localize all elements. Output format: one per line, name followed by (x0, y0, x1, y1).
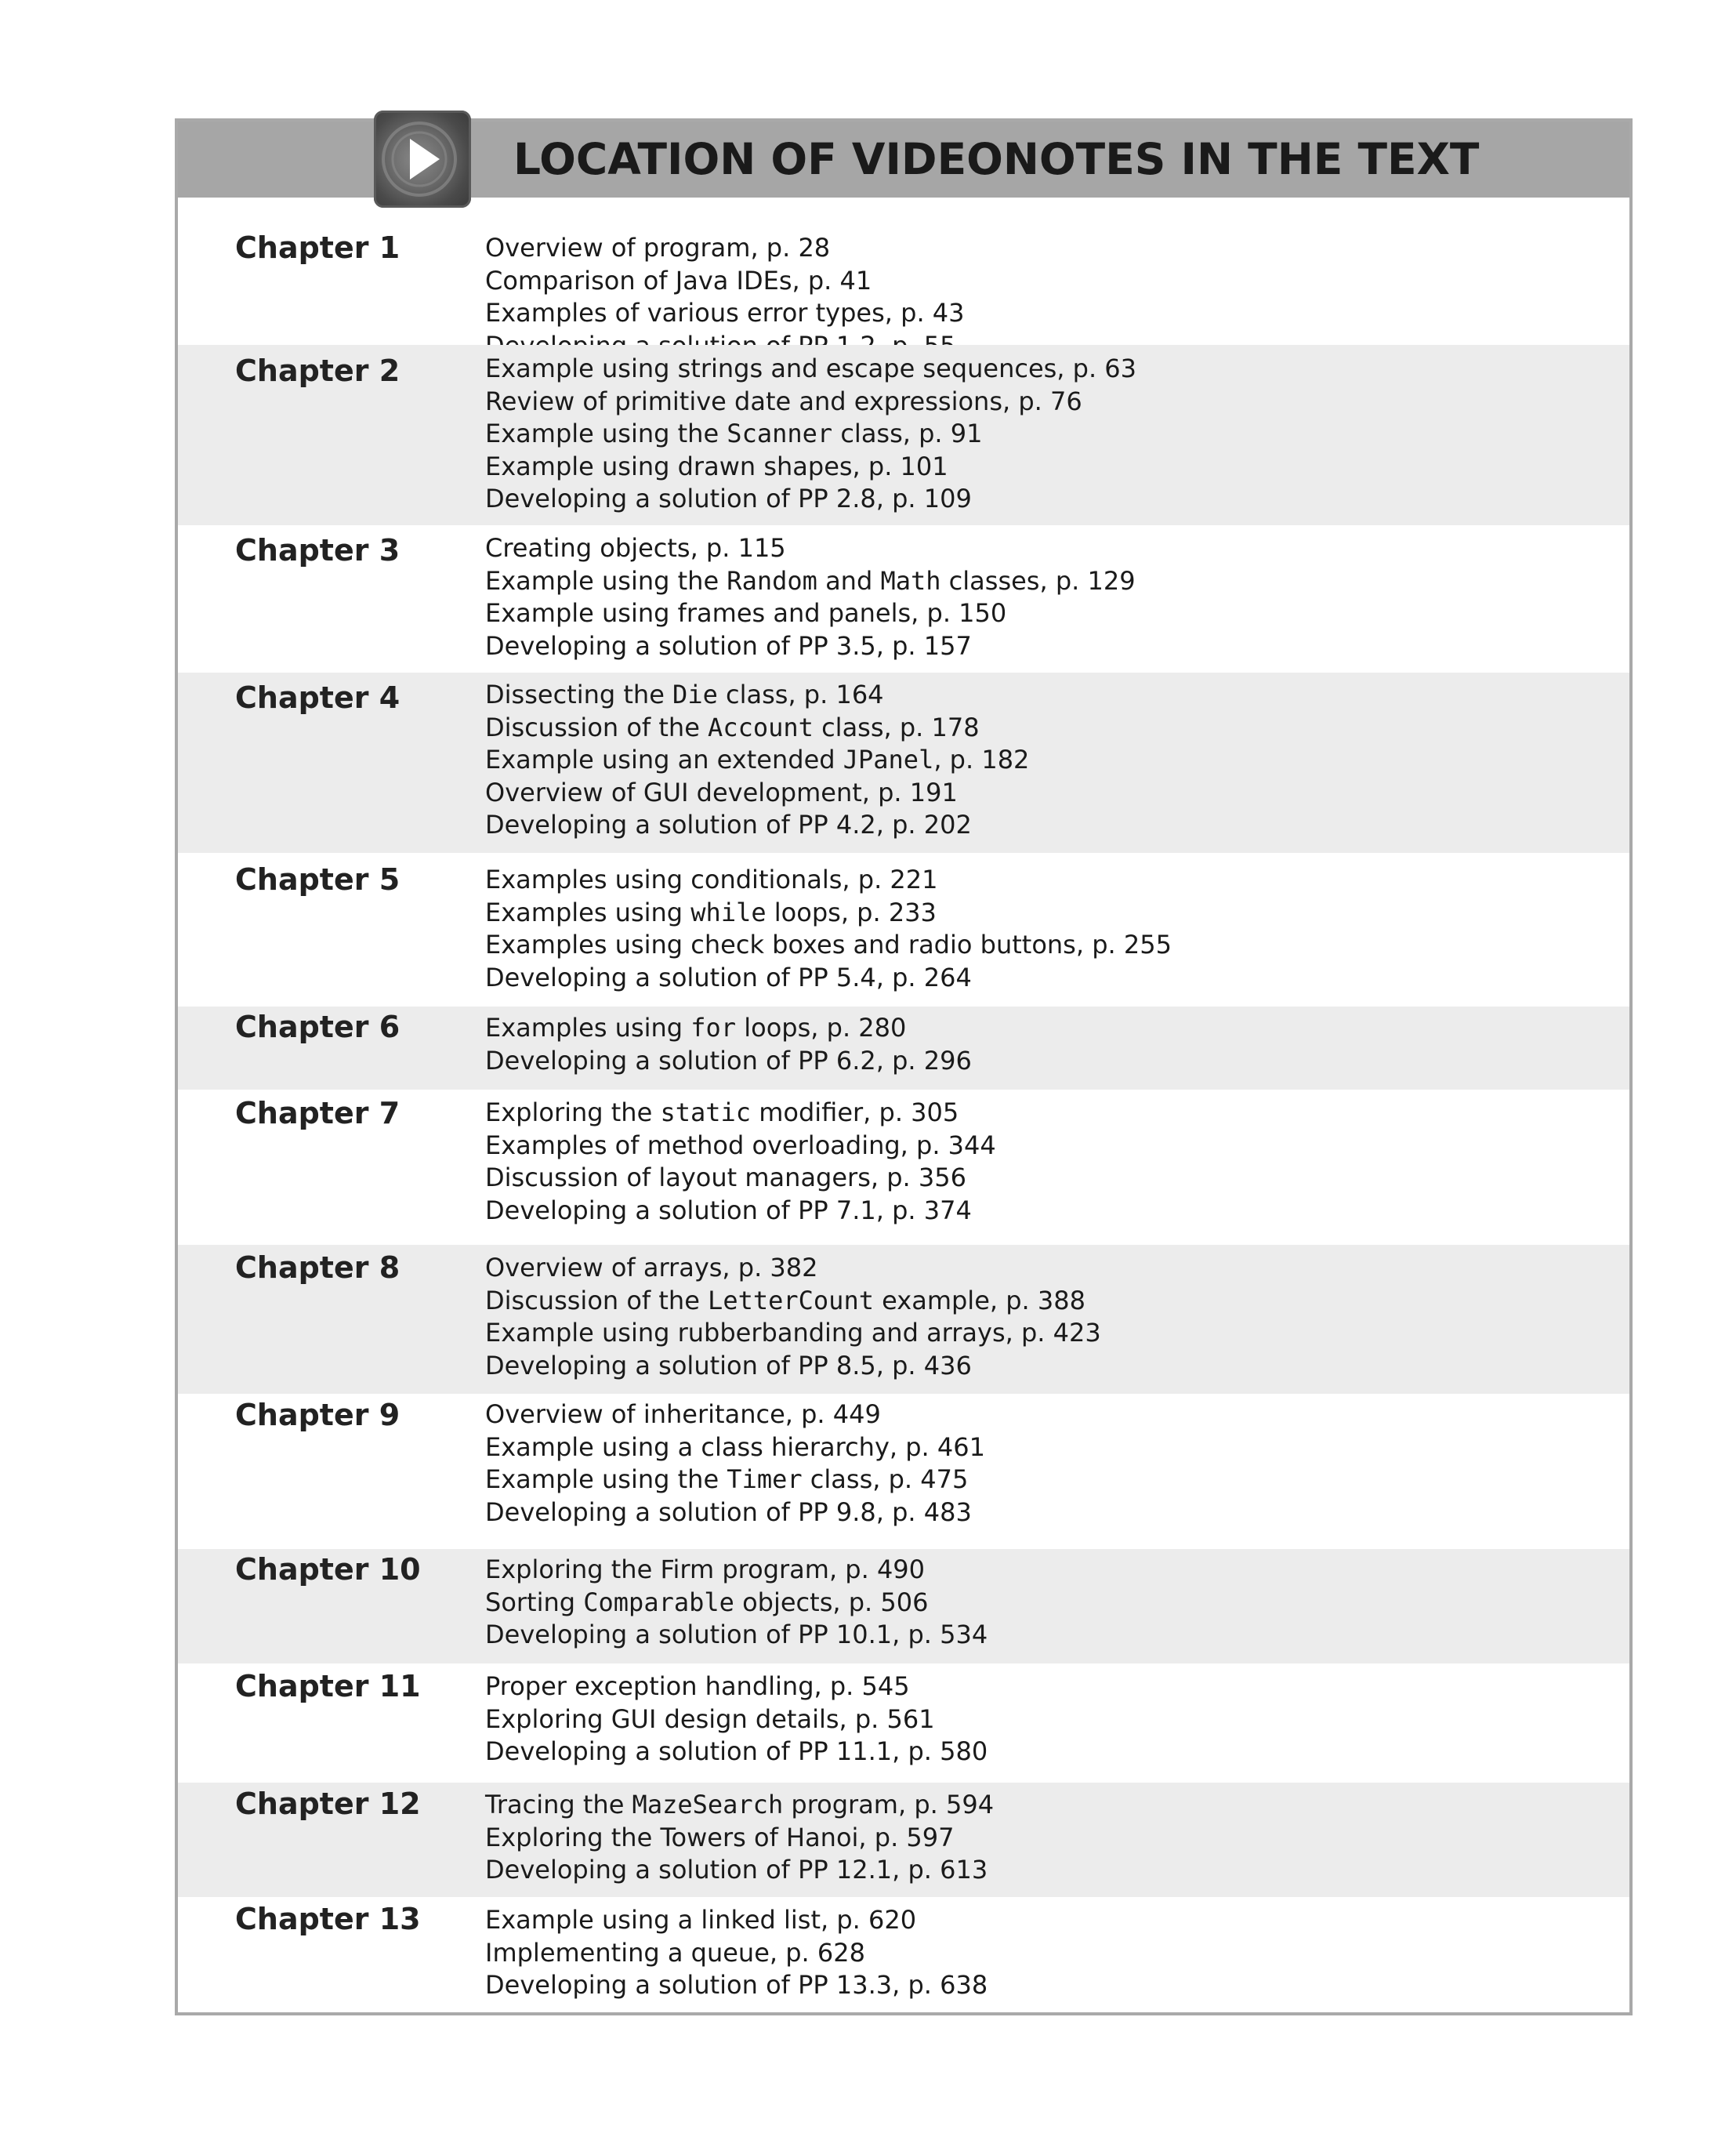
entry-text: Developing a solution of PP 5.4, p. 264 (485, 962, 972, 992)
entry-text: program, p. 594 (783, 1790, 995, 1819)
chapter-label: Chapter 7 (235, 1096, 400, 1130)
entry-text: example, p. 388 (873, 1285, 1085, 1315)
entry-text: Developing a solution of PP 8.5, p. 436 (485, 1350, 972, 1380)
videonote-entry (485, 532, 1136, 565)
code-term: MazeSearch (632, 1790, 784, 1819)
entry-text: Developing a solution of PP 11.1, p. 580 (485, 1736, 988, 1766)
videonote-entry (485, 1285, 1101, 1318)
code-term: for (690, 1013, 737, 1043)
entry-text: Example using the (485, 565, 727, 596)
entry-text: Review of primitive date and expressions, p. 76 (485, 386, 1082, 416)
chapter-label: Chapter 4 (235, 680, 400, 715)
videonote-entry (485, 1012, 972, 1045)
entry-text: Example using drawn shapes, p. 101 (485, 451, 948, 481)
chapter-entries (485, 1012, 972, 1077)
entry-text: Developing a solution of PP 6.2, p. 296 (485, 1045, 972, 1076)
entry-text: Example using an extended (485, 745, 843, 775)
play-icon (374, 111, 471, 208)
entry-text: Example using the (485, 1464, 727, 1494)
entry-text: class, p. 475 (802, 1464, 969, 1494)
code-term: Die (672, 680, 718, 709)
chapter-entries (485, 353, 1136, 516)
videonote-entry (485, 353, 1136, 386)
entry-text: Examples using (485, 897, 691, 927)
entry-text: Example using the (485, 419, 727, 448)
videonote-entry (485, 1195, 996, 1228)
entry-text: Example using a linked list, p. 620 (485, 1905, 917, 1935)
entry-text: Implementing a queue, p. 628 (485, 1937, 865, 1968)
entry-text: Developing a solution of PP 4.2, p. 202 (485, 810, 972, 840)
entry-text: classes, p. 129 (940, 565, 1136, 596)
entry-text: Overview of arrays, p. 382 (485, 1253, 818, 1282)
chapter-label: Chapter 13 (235, 1902, 421, 1936)
chapter-row (178, 525, 1629, 673)
videonote-entry (485, 962, 1172, 995)
code-term: LetterCount (708, 1285, 874, 1315)
code-term: Account (708, 712, 814, 742)
code-term: JPanel (843, 745, 934, 775)
chapter-label: Chapter 12 (235, 1787, 421, 1821)
videonote-entry (485, 809, 1029, 842)
videonote-entry (485, 1789, 994, 1822)
videonote-entry (485, 1162, 996, 1195)
videonote-entry (485, 679, 1029, 712)
videonote-entry (485, 565, 1136, 598)
entry-text: , p. 182 (933, 745, 1030, 775)
code-term: while (690, 897, 767, 927)
entry-text: and (817, 565, 881, 596)
videonote-entry (485, 1554, 988, 1587)
entry-text: Discussion of the (485, 1285, 709, 1315)
chapter-label: Chapter 10 (235, 1552, 421, 1587)
videonote-entry (485, 483, 1136, 516)
page-title: LOCATION OF VIDEONOTES IN THE TEXT (513, 134, 1480, 184)
videonote-entry (485, 1969, 988, 2002)
videonote-entry (485, 1904, 988, 1937)
videonotes-frame (175, 118, 1633, 2015)
videonote-entry (485, 1252, 1101, 1285)
videonote-entry (485, 1097, 996, 1130)
entry-text: class, p. 164 (717, 680, 884, 709)
entry-text: Developing a solution of PP 3.5, p. 157 (485, 630, 972, 661)
videonote-entry (485, 386, 1136, 419)
entry-text: loops, p. 280 (736, 1013, 907, 1043)
code-term: Timer (727, 1464, 803, 1494)
entry-text: Creating objects, p. 115 (485, 533, 786, 563)
videonote-entry (485, 1398, 985, 1431)
entry-text: Examples using check boxes and radio buttons, p. 255 (485, 930, 1172, 960)
code-term: Random (727, 565, 817, 596)
videonote-entry (485, 418, 1136, 451)
videonote-entry (485, 1431, 985, 1464)
videonote-entry (485, 1854, 994, 1887)
videonote-entry (485, 1350, 1101, 1383)
entry-text: Overview of inheritance, p. 449 (485, 1399, 881, 1429)
chapter-entries (485, 1671, 988, 1769)
chapter-entries (485, 1097, 996, 1227)
entry-text: Developing a solution of PP 7.1, p. 374 (485, 1195, 972, 1225)
chapter-entries (485, 1398, 985, 1529)
videonote-entry (485, 630, 1136, 663)
entry-text: Example using rubberbanding and arrays, p. 423 (485, 1318, 1101, 1348)
entry-text: Developing a solution of PP 9.8, p. 483 (485, 1496, 972, 1527)
entry-text: Example using frames and panels, p. 150 (485, 598, 1007, 628)
videonote-entry (485, 1671, 988, 1703)
videonote-entry (485, 265, 965, 298)
chapter-entries (485, 532, 1136, 662)
entry-text: Dissecting the (485, 680, 673, 709)
chapter-entries (485, 864, 1172, 994)
chapter-entries (485, 679, 1029, 842)
videonote-entry (485, 929, 1172, 962)
chapter-row (178, 1897, 1629, 2019)
entry-text: Discussion of layout managers, p. 356 (485, 1163, 966, 1192)
chapter-label: Chapter 1 (235, 230, 400, 265)
entry-text: Discussion of the (485, 712, 709, 742)
chapter-row (178, 853, 1629, 1007)
chapter-entries (485, 1789, 994, 1887)
entry-text: loops, p. 233 (766, 897, 937, 927)
chapter-row (178, 1090, 1629, 1245)
chapter-label: Chapter 2 (235, 354, 400, 388)
entry-text: Overview of program, p. 28 (485, 233, 831, 263)
chapter-entries (485, 1252, 1101, 1382)
chapter-entries (485, 1554, 988, 1652)
chapter-label: Chapter 5 (235, 862, 400, 897)
chapter-entries (485, 1904, 988, 2002)
videonote-entry (485, 1937, 988, 1970)
chapter-row (178, 345, 1629, 525)
entry-text: Exploring the Towers of Hanoi, p. 597 (485, 1822, 955, 1852)
entry-text: Developing a solution of PP 12.1, p. 613 (485, 1855, 988, 1885)
code-term: Scanner (727, 419, 833, 448)
entry-text: Developing a solution of PP 2.8, p. 109 (485, 484, 972, 513)
videonote-entry (485, 1045, 972, 1078)
entry-text: Exploring GUI design details, p. 561 (485, 1703, 935, 1734)
videonote-entry (485, 1496, 985, 1529)
code-term: Comparable (583, 1587, 734, 1617)
entry-text: Developing a solution of PP 10.1, p. 534 (485, 1620, 988, 1649)
chapter-list (178, 198, 1629, 2019)
entry-text: Overview of GUI development, p. 191 (485, 777, 958, 807)
videonote-entry (485, 597, 1136, 630)
entry-text: Example using a class hierarchy, p. 461 (485, 1431, 985, 1462)
videonote-entry (485, 1587, 988, 1620)
videonote-entry (485, 897, 1172, 930)
chapter-label: Chapter 8 (235, 1250, 400, 1285)
chapter-entries (485, 232, 965, 362)
chapter-row (178, 1245, 1629, 1394)
chapter-row (178, 1783, 1629, 1897)
videonote-entry (485, 1130, 996, 1163)
chapter-label: Chapter 9 (235, 1398, 400, 1432)
entry-text: Sorting (485, 1587, 584, 1617)
videonote-entry (485, 864, 1172, 897)
videonote-entry (485, 297, 965, 330)
entry-text: modifier, p. 305 (751, 1097, 959, 1127)
code-term: Math (880, 565, 941, 596)
entry-text: Tracing the (485, 1790, 632, 1819)
entry-text: Proper exception handling, p. 545 (485, 1671, 910, 1701)
videonote-entry (485, 1703, 988, 1736)
entry-text: class, p. 178 (813, 712, 980, 742)
videonote-entry (485, 1317, 1101, 1350)
entry-text: class, p. 91 (832, 419, 983, 448)
chapter-row (178, 1007, 1629, 1090)
videonote-entry (485, 451, 1136, 484)
chapter-label: Chapter 6 (235, 1010, 400, 1044)
chapter-row (178, 1394, 1629, 1549)
chapter-row (178, 1549, 1629, 1663)
chapter-label: Chapter 3 (235, 533, 400, 568)
videonote-entry (485, 1736, 988, 1769)
entry-text: Comparison of Java IDEs, p. 41 (485, 265, 872, 296)
entry-text: Exploring the Firm program, p. 490 (485, 1554, 926, 1584)
chapter-row (178, 198, 1629, 345)
entry-text: Examples of method overloading, p. 344 (485, 1130, 996, 1160)
chapter-label: Chapter 11 (235, 1669, 421, 1703)
entry-text: Developing a solution of PP 13.3, p. 638 (485, 1970, 988, 2000)
entry-text: Examples using (485, 1013, 691, 1043)
chapter-row (178, 1663, 1629, 1783)
videonote-entry (485, 1464, 985, 1496)
entry-text: Examples using conditionals, p. 221 (485, 865, 938, 894)
videonote-entry (485, 1822, 994, 1855)
entry-text: Exploring the (485, 1097, 661, 1127)
entry-text: objects, p. 506 (734, 1587, 929, 1617)
videonote-entry (485, 1619, 988, 1652)
chapter-row (178, 673, 1629, 853)
code-term: static (660, 1097, 752, 1127)
videonote-entry (485, 712, 1029, 745)
videonote-entry (485, 232, 965, 265)
videonote-entry (485, 777, 1029, 810)
videonote-entry (485, 744, 1029, 777)
entry-text: Examples of various error types, p. 43 (485, 298, 965, 328)
entry-text: Example using strings and escape sequences, p. 63 (485, 354, 1137, 383)
header-bar (178, 122, 1629, 198)
